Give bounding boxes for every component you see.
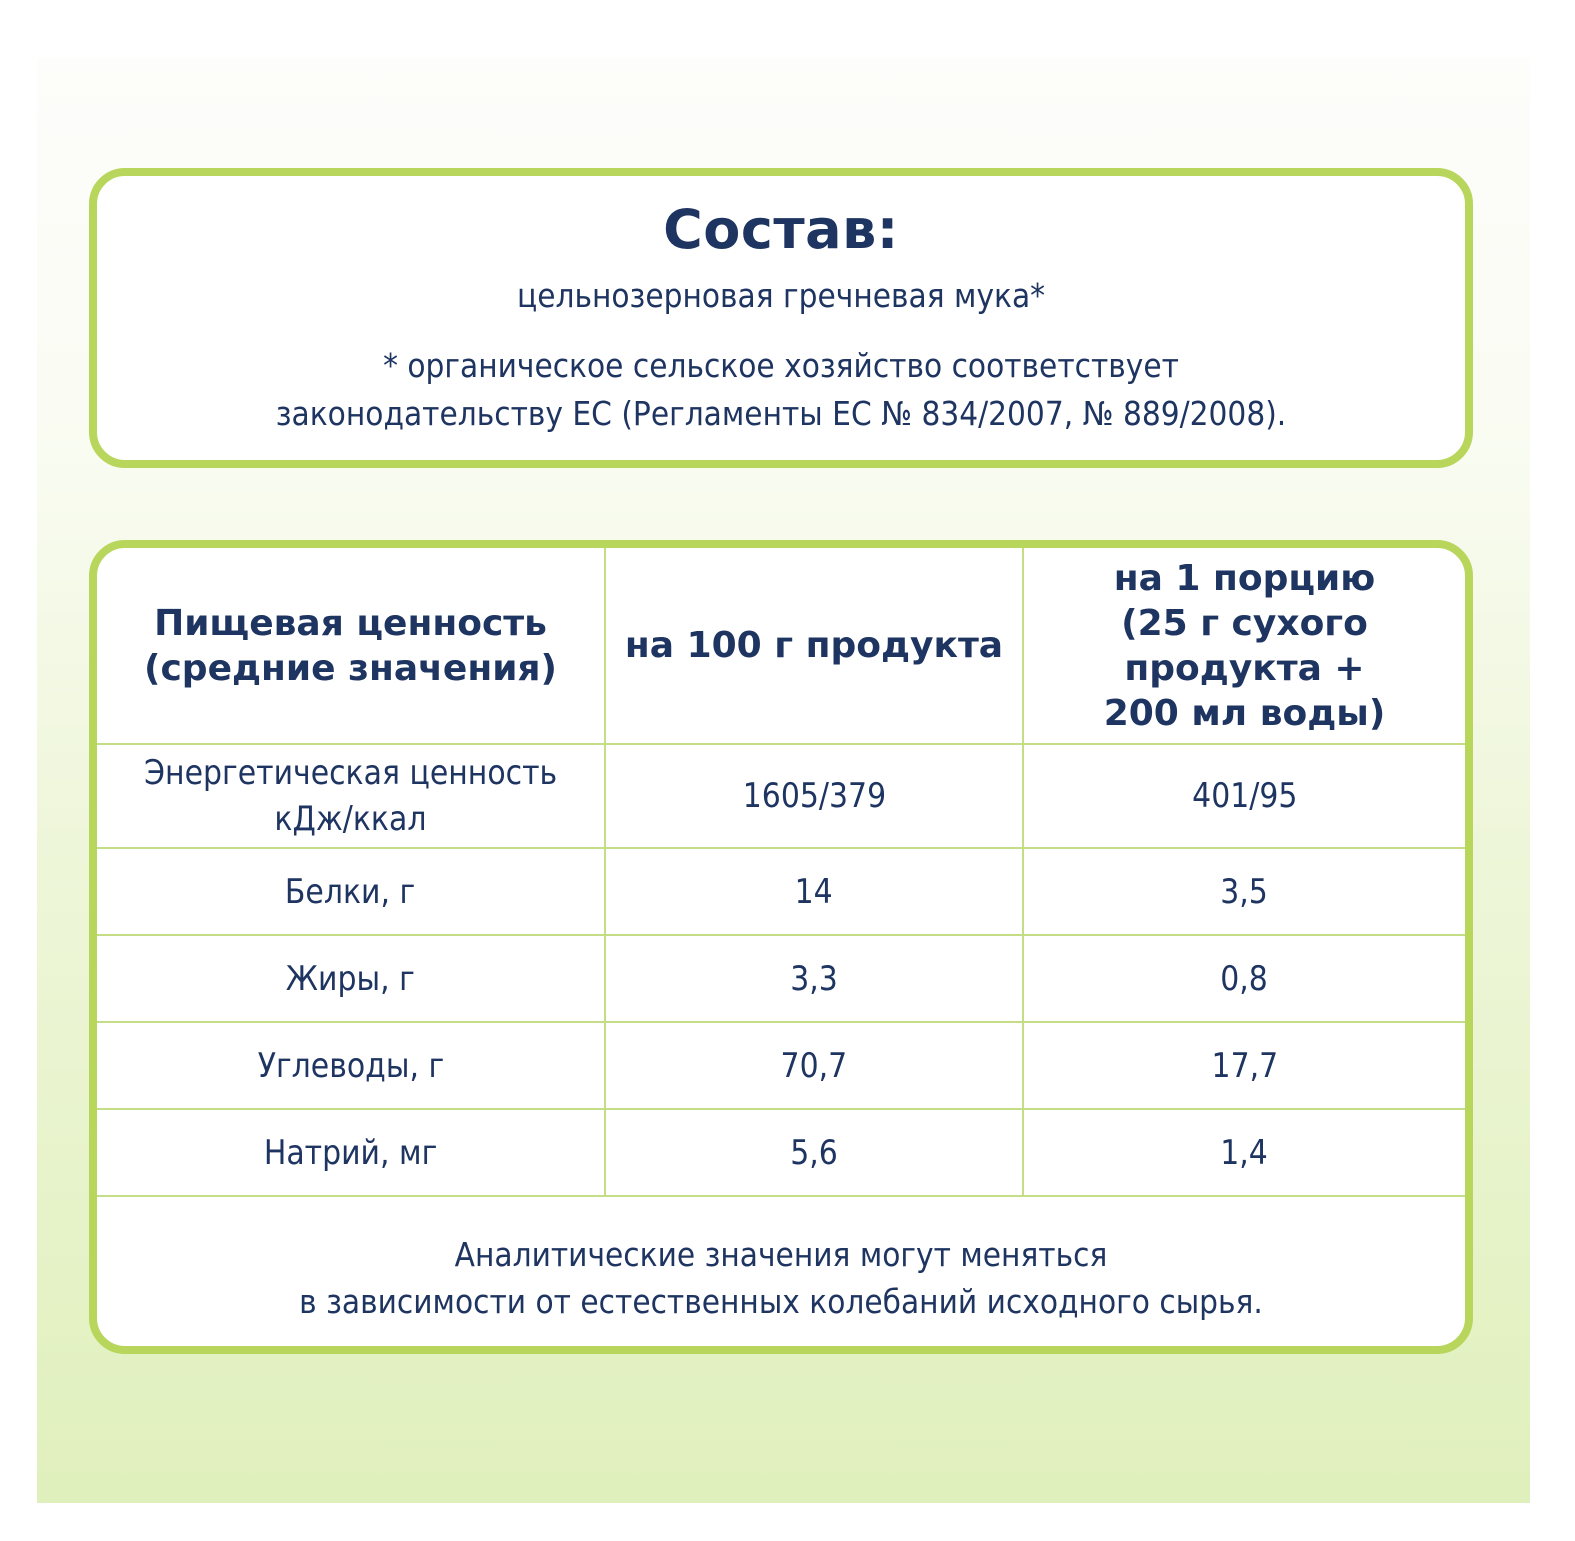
table-row-carbs xyxy=(97,1022,1465,1109)
table-row-fat xyxy=(97,935,1465,1022)
value-text: 5,6 xyxy=(790,1132,838,1173)
composition-title: Состав: xyxy=(663,198,899,261)
footer-note-line1: Аналитические значения могут меняться xyxy=(454,1235,1108,1274)
row-value-per-100g xyxy=(605,1109,1023,1196)
row-label xyxy=(97,1022,605,1109)
value-text: 0,8 xyxy=(1220,958,1269,999)
row-value-per-100g xyxy=(605,848,1023,935)
row-value-per-serving xyxy=(1023,1022,1465,1109)
footer-note-line2: в зависимости от естественных колебаний исходного сырья. xyxy=(299,1282,1263,1321)
row-value-per-serving xyxy=(1023,744,1465,848)
composition-note-line2: законодательству ЕС (Регламенты ЕС № 834/2007, № 889/2008). xyxy=(275,394,1287,433)
header-nutrient-line2: (средние значения) xyxy=(144,647,557,689)
row-label xyxy=(97,1109,605,1196)
value-text: 17,7 xyxy=(1211,1045,1278,1086)
header-per-serving-line4: 200 мл воды) xyxy=(1103,692,1386,734)
row-value-per-serving xyxy=(1023,935,1465,1022)
value-text: 401/95 xyxy=(1191,776,1298,816)
label-text: Натрий, мг xyxy=(263,1132,438,1173)
value-text: 3,5 xyxy=(1220,871,1269,912)
composition-note-line1: * органическое сельское хозяйство соответствует xyxy=(383,346,1179,385)
row-label xyxy=(97,744,605,848)
nutrition-card xyxy=(89,540,1473,1354)
label-text: Жиры, г xyxy=(285,958,416,999)
header-per-serving-line3: продукта + xyxy=(1124,647,1365,689)
value-text: 3,3 xyxy=(790,958,838,999)
row-label xyxy=(97,935,605,1022)
nutrition-table xyxy=(97,548,1465,1197)
header-nutrient-line1: Пищевая ценность xyxy=(154,602,547,644)
header-per-100g: на 100 г продукта xyxy=(605,548,1023,744)
nutrition-header-row xyxy=(97,548,1465,744)
value-text: 1605/379 xyxy=(742,776,886,816)
header-nutrient xyxy=(97,548,605,744)
row-label-line1: Энергетическая ценность xyxy=(143,753,558,793)
row-value-per-100g xyxy=(605,935,1023,1022)
header-per-serving-line2: (25 г сухого xyxy=(1121,602,1368,644)
composition-note xyxy=(165,342,1396,438)
label-text: Углеводы, г xyxy=(257,1045,444,1086)
row-label-line2: кДж/ккал xyxy=(274,799,427,839)
value-text: 70,7 xyxy=(780,1045,848,1086)
row-value-per-100g xyxy=(605,1022,1023,1109)
table-row-protein xyxy=(97,848,1465,935)
row-value-per-serving xyxy=(1023,1109,1465,1196)
row-value-per-100g xyxy=(605,744,1023,848)
analytical-values-note xyxy=(165,1197,1396,1325)
header-per-serving xyxy=(1023,548,1465,744)
row-value-per-serving xyxy=(1023,848,1465,935)
table-row-energy xyxy=(97,744,1465,848)
row-label xyxy=(97,848,605,935)
composition-ingredient: цельнозерновая гречневая мука* xyxy=(516,276,1046,315)
composition-card xyxy=(89,168,1473,468)
table-row-sodium xyxy=(97,1109,1465,1196)
header-per-serving-line1: на 1 порцию xyxy=(1113,557,1376,599)
value-text: 1,4 xyxy=(1220,1132,1269,1173)
value-text: 14 xyxy=(794,871,834,912)
label-text: Белки, г xyxy=(285,871,416,912)
